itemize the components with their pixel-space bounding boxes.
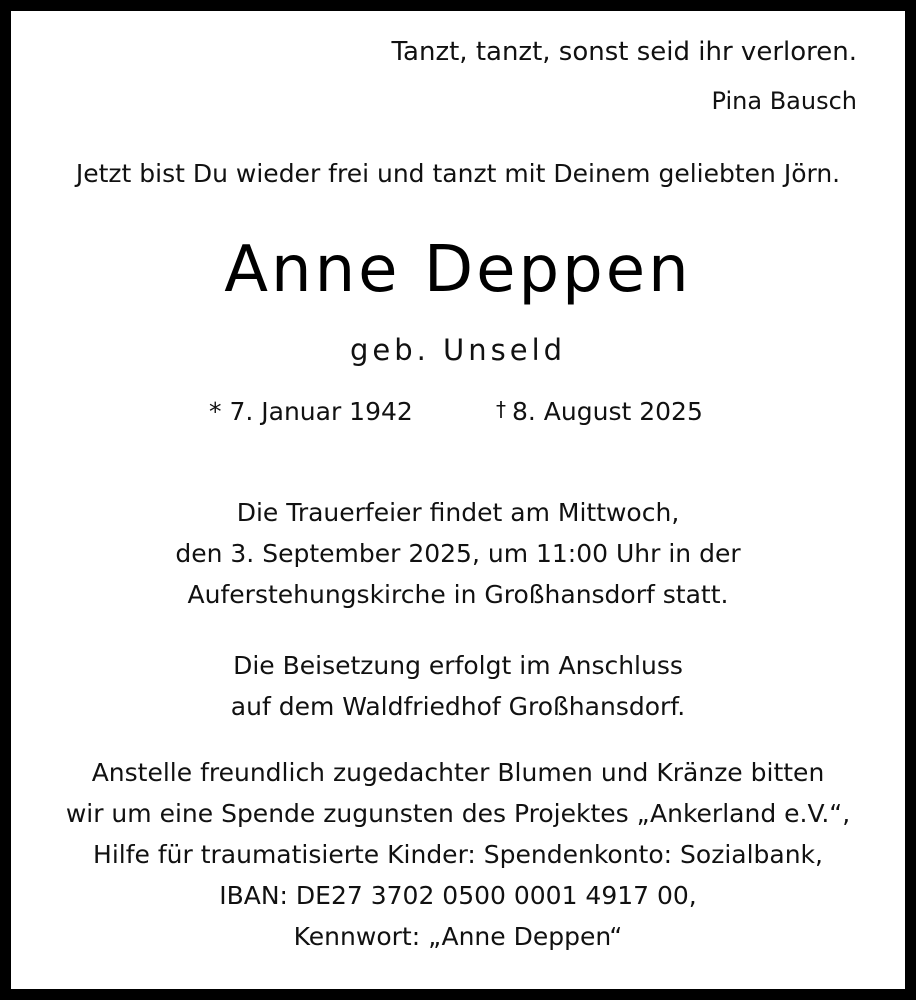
iban-line: IBAN: DE27 3702 0500 0001 4917 00, <box>219 881 697 910</box>
quote-text: Tanzt, tanzt, sonst seid ihr verloren. <box>391 37 857 67</box>
birth-date: * 7. Januar 1942 <box>209 397 413 426</box>
funeral-line: den 3. September 2025, um 11:00 Uhr in der <box>175 539 741 568</box>
keyword-line: Kennwort: „Anne Deppen“ <box>293 922 623 951</box>
quote-author: Pina Bausch <box>711 87 857 115</box>
funeral-paragraph <box>11 492 905 615</box>
maiden-name: geb. Unseld <box>349 333 567 367</box>
burial-line: auf dem Waldfriedhof Großhansdorf. <box>230 692 686 721</box>
cross-symbol: † <box>496 397 506 421</box>
donation-line: Hilfe für traumatisierte Kinder: Spendenkonto: Sozialbank, <box>93 840 823 869</box>
death-date: 8. August 2025 <box>512 397 703 426</box>
donation-paragraph <box>11 752 905 957</box>
death-date-line <box>496 397 703 426</box>
intro-text: Jetzt bist Du wieder frei und tanzt mit Deinem geliebten Jörn. <box>75 159 841 188</box>
funeral-line: Auferstehungskirche in Großhansdorf statt. <box>187 580 729 609</box>
deceased-name: Anne Deppen <box>224 233 692 307</box>
donation-line: Anstelle freundlich zugedachter Blumen und Kränze bitten <box>91 758 825 787</box>
donation-line: wir um eine Spende zugunsten des Projektes „Ankerland e.V.“, <box>65 799 851 828</box>
burial-paragraph <box>11 645 905 727</box>
burial-line: Die Beisetzung erfolgt im Anschluss <box>233 651 683 680</box>
funeral-line: Die Trauerfeier findet am Mittwoch, <box>236 498 680 527</box>
